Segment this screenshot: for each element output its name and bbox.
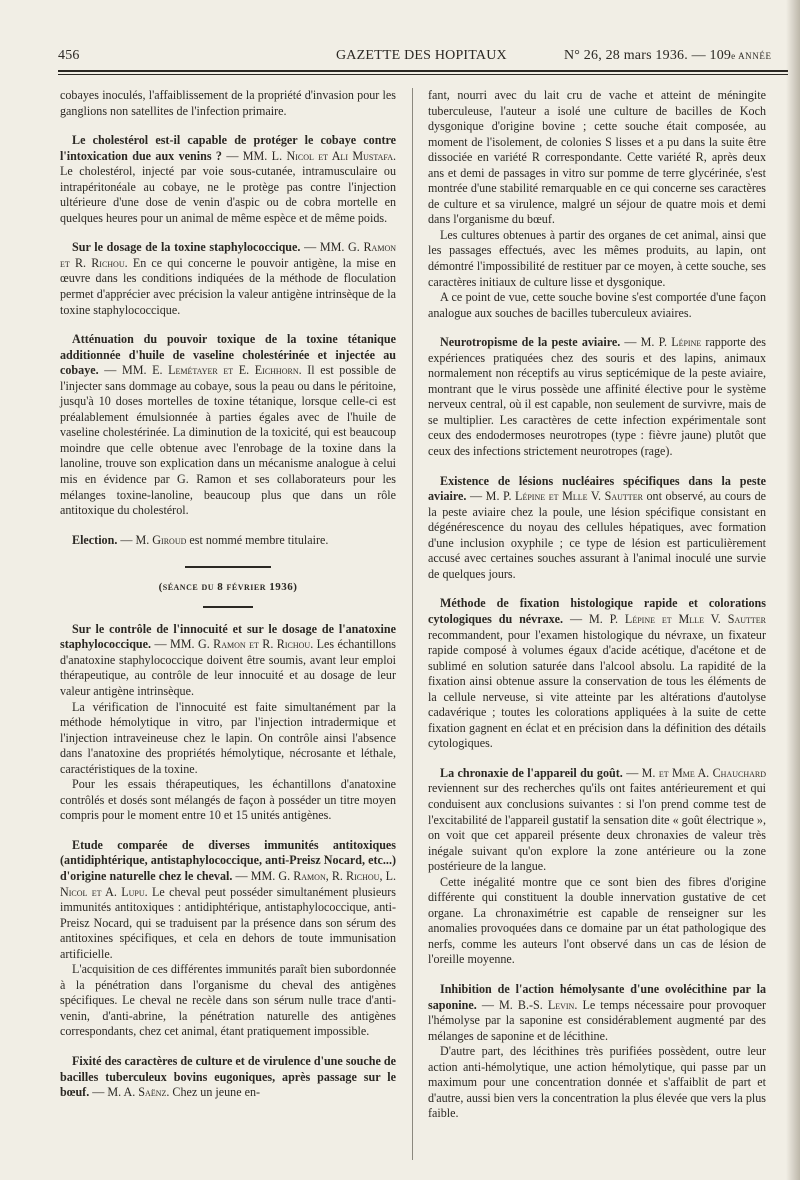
article-title: Atténuation du pouvoir toxique de la toxine tétanique additionnée d'huile de vaseline cholestérinée et injectée au cobaye. [60,332,396,378]
page-number: 456 [58,48,80,63]
paragraph: Pour les essais thérapeutiques, les échantillons d'anatoxine contrôlés et dosés sont mélangés de façon à posséder un titre moyen compris pour le moment entre 10 et 15 unités antigènes. [60,777,396,823]
article-authors: — M. P. Lépine et Mlle V. Sautter [470,489,643,504]
separator-rule [203,606,253,608]
article-title: Le cholestérol est-il capable de protéger le cobaye contre l'intoxication due aux venins ? [60,133,396,163]
article-text: reviennent sur des recherches qu'ils ont faites antérieurement et qui conduisent aux conclusions suivantes : si l'on prend comme test de l'excitabilité de l'appareil gustatif la sensation dite « goût électrique », on voit que cet appareil présente deux chronaxies de valeur très inégale suivant qu'on explore la zone antérieure ou la zone postérieure de la langue. [428,781,766,874]
article-text: Chez un jeune en- [169,1085,261,1100]
article-authors: — M. P. Lépine et Mlle V. Sautter [569,611,766,626]
session-separator [60,566,396,608]
article-title: Méthode de fixation histologique rapide et colorations cytologiques du névraxe. [428,596,766,626]
paragraph: Les cultures obtenues à partir des organes de cet animal, ainsi que les passages effectués, avec les mêmes produits, au lapin, ont démontré l'impossibilité de restituer par ce moyen, à cette souche, ses caractères initiaux de culture lisse et dysgonique. [428,227,766,289]
article-authors: — M. A. Saënz. [92,1085,170,1100]
article-authors: — M. P. Lépine [624,335,702,350]
article-title: Existence de lésions nucléaires spécifiques dans la peste aviaire. [428,473,766,504]
paragraph: Cette inégalité montre que ce sont bien des fibres d'origine différente qui constituent la double innervation gustative de cet organe. La chronaximétrie est capable de renseigner sur les anomalies provoquées dans ce domaine par un état pathologique des nerfs, comme les auteurs l'ont observé dans un cas de lésion de l'oreille moyenne. [428,874,766,967]
article-entry [60,240,396,318]
article-entry [60,533,396,549]
session-date: (séance du 8 février 1936) [158,581,298,594]
article-entry [60,1054,396,1101]
paragraph: L'acquisition de ces différentes immunités paraît bien subordonnée à la pénétration dans l'organisme du cheval des antigènes spécifiques. Le cheval ne recèle dans son sérum nulle trace d'anti-venin, d'anti-abrine, la pénétration naturelle des antigènes correspondants, chez cet animal, étant pratiquement impossible. [60,962,396,1039]
article-authors: — M. et Mme A. Chauchard [626,765,766,780]
left-column [60,88,396,1101]
article-entry [428,766,766,875]
paragraph: A ce point de vue, cette souche bovine s'est comportée d'une façon analogue aux souches de bacilles tuberculeux aviaires. [428,290,766,320]
right-column [428,88,766,1122]
article-text: Le cheval peut posséder simultanément plusieurs immunités antitoxiques : antidiphtérique, antistaphylococcique, anti-Preisz Nocard, qui se traduisent par la présence dans son sérum des antitoxines spécifiques, et cela en dehors de toute immunisation artificielle. [60,884,397,961]
article-text: Le cholestérol, injecté par voie sous-cutanée, intramusculaire ou intrapéritonéale au cobaye, ne le protège pas contre l'injection ultérieure d'une dose de venin d'aspic ou de cobra mortelle en quelques heures pour un animal de même espèce et de même poids. [60,164,396,225]
article-text: Le temps nécessaire pour provoquer l'hémolyse par la saponine est considérablement augmenté par des mélanges de saponine et de lécithine. [428,997,766,1043]
article-entry [60,838,396,962]
article-entry [428,335,766,459]
article-text: recommandent, pour l'examen histologique du névraxe, un fixateur rapide composé à volumes égaux d'acide acétique, d'acétone et de sublimé en solution saturée dans l'alcool absolu. La rapidité de la fixation ainsi obtenue assure la conservation de tous les éléments de la cellule nerveuse, si vite atteinte par les altérations d'autolyse cadavérique ; toutes les colorations appliquées à la suite de cette fixation gagnent en éclat et en précision dans la définition des détails cytologiques. [428,627,766,751]
article-text: Il est possible de l'injecter sans dommage au cobaye, sous la peau ou dans le péritoine, jusqu'à 10 doses mortelles de toxine tétanique, lorsque celle-ci est préalablement émulsionnée à parties égales avec de l'huile de vaseline cholestérinée. La diminution de la toxicité, qui est beaucoup moindre que celle obtenue avec l'enrobage de la toxine dans la lanoline, trouve son explication dans un mécanisme analogue à celui mis en évidence par G. Ramon et ses collaborateurs pour les mélanges toxine-lanoline, beaucoup plus que dans un rôle antitoxique du cholestérol. [60,363,396,518]
article-entry [60,622,396,700]
article-title: Inhibition de l'action hémolysante d'une ovolécithine par la saponine. [428,981,766,1012]
article-title: Etude comparée de diverses immunités antitoxiques (antidiphtérique, antistaphylococcique, anti-Preisz Nocard, etc...) d'origine naturelle chez le cheval. [60,837,396,883]
article-authors: — M. Giroud [120,532,187,547]
header-rule-thin [58,74,788,75]
issue-date: N° 26, 28 mars 1936. — 109 [564,48,732,63]
article-text: ont observé, au cours de la peste aviaire chez la poule, une lésion spécifique consistant en dégénérescence du noyau des cellules hépatiques, avec formation d'une inclusion oxyphile ; ce type de lésion est particulièrement accusé avec certaines souches assurant à l'animal inoculé une survie de quelques jours. [428,489,766,581]
issue-year-suffix: e ANNÉE [731,51,772,61]
article-entry [60,332,396,519]
article-entry [428,474,766,583]
article-text: En ce qui concerne le pouvoir antigène, la mise en œuvre dans les conditions indiquées de la méthode de floculation permet d'apprécier avec précision la valeur antigène intrinsèque de la toxine staphylococcique. [60,255,396,317]
header-rule-thick [58,70,788,72]
paragraph: D'autre part, des lécithines très purifiées possèdent, outre leur action anti-hémolytique, une action hémolytique, qui passe par un maximum pour une concentration donnée et s'affaiblit de part et d'autre, aussi bien vers la concentration la plus élevée que vers la plus faible. [428,1044,766,1121]
issue-info [564,48,772,64]
separator-rule [185,566,271,568]
paragraph: cobayes inoculés, l'affaiblissement de la propriété d'invasion pour les ganglions non satellites de l'infection primaire. [60,88,396,118]
paragraph: fant, nourri avec du lait cru de vache et atteint de méningite tuberculeuse, l'auteur a isolé une culture de bacilles de Koch dysgonique d'origine bovine ; cette souche était composée, au moment de l'isolement, de colonies S lisses et a pu dans la suite être dissociée en variété R correspondante. Cette variété R, après deux ans et demi de passages in vitro sur pomme de terre glycérinée, s'est montrée d'une stabilité remarquable en ce qui concerne ses caractères de culture et sa virulence, malgré un séjour de quatre mois et demi dans l'organisme du bœuf. [428,88,766,227]
article-title: Sur le contrôle de l'innocuité et sur le dosage de l'anatoxine staphylococcique. [60,621,396,652]
article-entry [428,982,766,1044]
article-entry [60,133,396,226]
page-edge-shadow [786,0,800,1180]
paragraph: La vérification de l'innocuité est faite simultanément par la méthode hémolytique in vitro, par l'injection intradermique et l'injection intraveineuse chez le lapin. On contrôle ainsi l'absence dans l'anatoxine des propriétés hémolytique, nécrosante et léthale, caractéristiques de la toxine. [60,699,396,776]
article-title: Fixité des caractères de culture et de virulence d'une souche de bacilles tuberculeux bovins eugoniques, après passage sur le bœuf. [60,1053,396,1100]
article-authors: — MM. E. Lemétayer et E. Eichhorn. [104,363,302,378]
article-authors: — MM. G. Ramon et R. Richou. [60,240,396,270]
page-header [58,44,788,68]
article-text: est nommé membre titulaire. [186,532,329,547]
article-title: Election. [72,532,118,547]
article-title: La chronaxie de l'appareil du goût. [440,765,623,780]
journal-title: GAZETTE DES HOPITAUX [336,48,507,63]
article-authors: — MM. G. Ramon et R. Richou. [154,637,314,652]
article-entry [428,596,766,751]
article-authors: — M. B.-S. Levin. [481,997,578,1012]
article-text: rapporte des expériences pratiquées chez des souris et des lapins, animaux normalement non réceptifs au virus septicémique de la peste aviaire, montrant que le virus possède une affinité élective pour le système nerveux central, où il est capable, non seulement de survivre, mais de se multiplier. Les caractères de cette infection expérimentale sont ceux des endodermoses neurotropes (type : fièvre jaune) plutôt que ceux des infections strictement neurotropes (rage). [428,335,766,459]
article-title: Neurotropisme de la peste aviaire. [440,335,621,350]
article-authors: — MM. L. Nicol et Ali Mustafa. [226,148,397,163]
article-text: Les échantillons d'anatoxine staphylococcique doivent être soumis, avant leur emploi thérapeutique, au contrôle de leur innocuité et au dosage de leur valeur antigène intrinsèque. [60,637,396,698]
article-title: Sur le dosage de la toxine staphylococcique. [72,240,301,255]
column-divider [412,88,413,1160]
article-authors: — MM. G. Ramon, R. Richou, L. Nicol et A. Lupu. [60,868,396,899]
